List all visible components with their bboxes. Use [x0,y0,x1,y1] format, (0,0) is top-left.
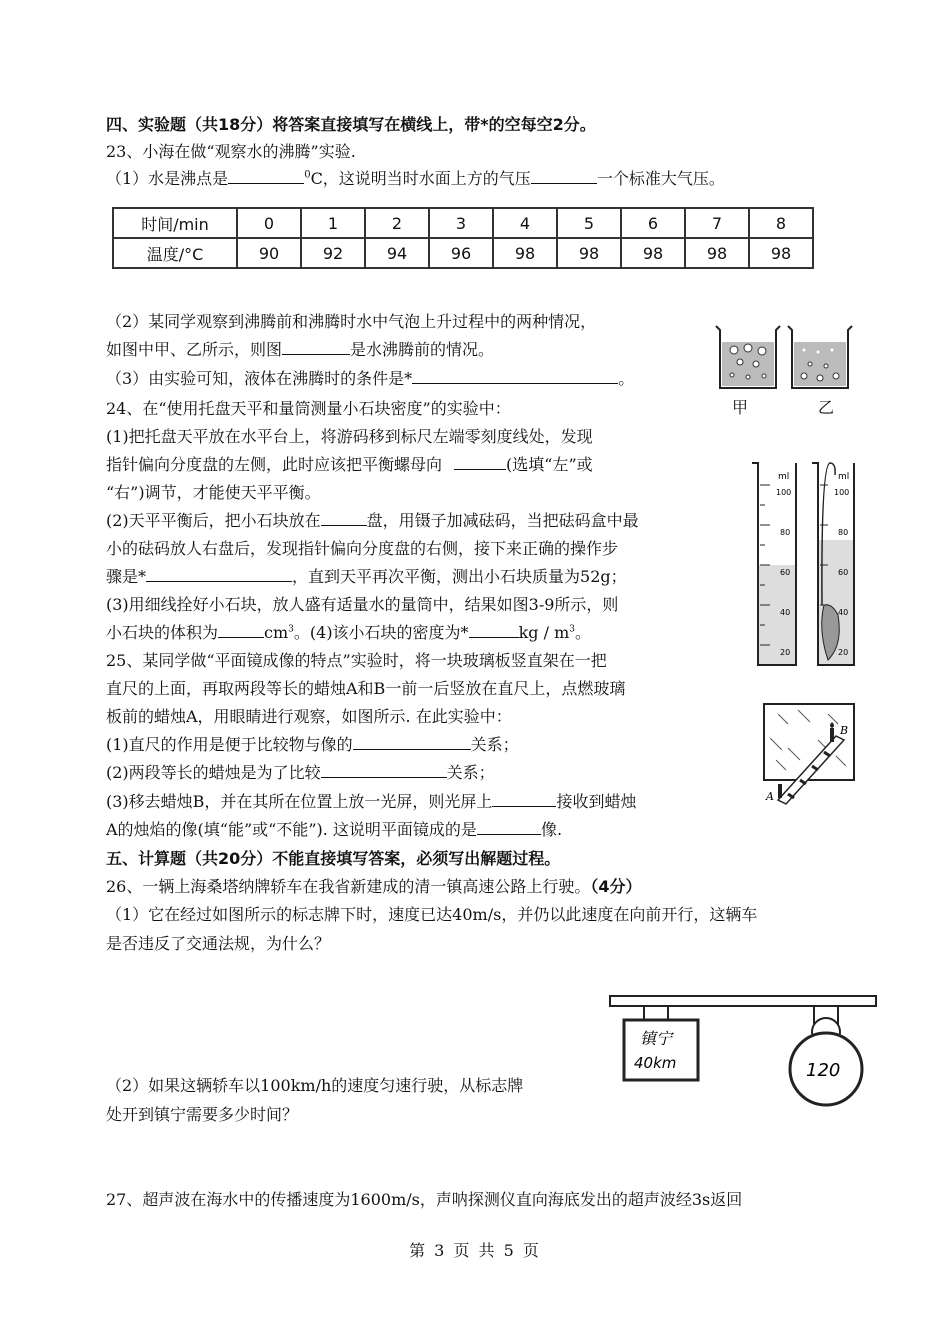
q23-part2-line1: （2）某同学观察到沸腾前和沸腾时水中气泡上升过程中的两种情况， [106,312,597,331]
q23-part1-c: 一个标准大气压。 [596,169,725,188]
q23-blank-condition[interactable] [412,366,618,384]
table-cell: 6 [621,208,685,238]
q23-blank-figure[interactable] [282,337,350,355]
q26-part2-line1: （2）如果这辆轿车以100km/h的速度匀速行驶，从标志牌 [106,1076,524,1095]
cylinder-unit: ml [778,472,790,482]
q24-line2 [106,452,593,475]
q24-line4-a: (2)天平平衡后，把小石块放在 [106,511,321,530]
q26-part1-line2: 是否违反了交通法规，为什么？ [106,934,331,953]
q25-line7-b: 像. [540,820,563,839]
q24-line6-b: ，直到天平再次平衡，测出小石块质量为52g； [292,567,627,586]
table-row-time [113,208,813,238]
q23-part2-b: 是水沸腾前的情况。 [350,340,495,359]
cylinder-tick-label: 20 [780,648,791,657]
q24-line8 [106,620,591,643]
cylinder-tick-label: 60 [780,568,791,577]
q25-line5-a: (2)两段等长的蜡烛是为了比较 [106,763,321,782]
table-cell: 98 [685,238,749,268]
q24-line1: (1)把托盘天平放在水平台上，将游码移到标尺左端零刻度线处，发现 [106,427,593,446]
q24-line4 [106,508,639,531]
q25-blank-relation1[interactable] [353,732,471,750]
q25-blank-image-type[interactable] [477,817,541,835]
table-cell: 98 [557,238,621,268]
road-sign-figure [608,992,880,1122]
cylinder-tick-label: 80 [838,528,849,537]
q24-blank-volume[interactable] [218,620,264,638]
q24-line7: (3)用细线拴好小石块，放人盛有适量水的量筒中，结果如图3-9所示，则 [106,595,619,614]
q25-line6-b: 接收到蜡烛 [556,792,637,811]
q24-line2-a: 指针偏向分度盘的左侧，此时应该把平衡螺母向 [106,455,443,474]
q23-blank-pressure[interactable] [531,166,597,184]
mirror-figure [758,700,858,806]
table-cell: 1 [301,208,365,238]
q24-line5: 小的砝码放人右盘后，发现指针偏向分度盘的右侧，接下来正确的操作步 [106,539,619,558]
q23-part2-a: 如图中甲、乙所示，则图 [106,340,283,359]
cylinder-tick-label: 60 [838,568,849,577]
q24-line6-a: 骤是* [106,567,147,586]
q27-line1: 27、超声波在海水中的传播速度为1600m/s，声呐探测仪直向海底发出的超声波经3s返回 [106,1190,743,1209]
q24-line8-d: kg / m [518,623,570,642]
cylinder-unit: ml [838,472,850,482]
table-row-temp [113,238,813,268]
q23-part1 [106,166,725,189]
q25-line7 [106,817,562,840]
q25-line3: 板前的蜡烛A，用眼睛进行观察，如图所示. 在此实验中： [106,707,512,726]
table-cell: 98 [621,238,685,268]
table-cell: 5 [557,208,621,238]
q25-line6 [106,789,636,812]
q23-data-table [112,207,814,269]
q24-blank-pan[interactable] [321,508,367,526]
candle-label-b: B [840,724,849,737]
table-header-time: 时间/min [113,208,237,238]
q25-line1: 25、某同学做“平面镜成像的特点”实验时，将一块玻璃板竖直架在一把 [106,651,607,670]
q23-part3 [106,366,634,389]
figure-label-jia: 甲 [732,398,749,417]
candle-label-a: A [766,790,774,803]
q23-part3-b: 。 [618,369,635,388]
q25-line4-b: 关系； [470,735,519,754]
q25-blank-relation2[interactable] [321,760,447,778]
q25-line5 [106,760,495,783]
table-cell: 98 [493,238,557,268]
q23-part2-line2 [106,337,494,360]
q25-line4 [106,732,519,755]
table-cell: 98 [749,238,813,268]
table-cell: 96 [429,238,493,268]
q26-part1-line1: （1）它在经过如图所示的标志牌下时，速度已达40m/s，并仍以此速度在向前开行，这辆车 [106,905,758,924]
q23-part1-b: C，这说明当时水面上方的气压 [310,169,531,188]
sign-distance: 40km [634,1054,677,1072]
cylinders-figure [748,455,858,670]
q23-degree-sup: 0 [304,169,311,181]
sign-speed-limit: 120 [806,1060,841,1081]
q25-line5-b: 关系； [446,763,495,782]
sign-place-name: 镇宁 [640,1029,673,1048]
section4-title: 四、实验题（共18分）将答案直接填写在横线上，带*的空每空2分。 [106,115,596,134]
cylinder-tick-label: 100 [834,488,850,497]
table-header-temp: 温度/°C [113,238,237,268]
q24-line8-a: 小石块的体积为 [106,623,219,642]
q23-part3-a: （3）由实验可知，液体在沸腾时的条件是* [106,369,413,388]
q24-line4-b: 盘，用镊子加减砝码，当把砝码盒中最 [366,511,639,530]
q24-intro: 24、在“使用托盘天平和量筒测量小石块密度”的实验中： [106,399,511,418]
q23-intro: 23、小海在做“观察水的沸腾”实验. [106,142,356,161]
q24-blank-direction[interactable] [454,452,506,470]
q23-blank-boiling-point[interactable] [228,166,304,184]
q25-line4-a: (1)直尺的作用是便于比较物与像的 [106,735,353,754]
table-cell: 4 [493,208,557,238]
q24-line2-b: (选填“左”或 [506,455,593,474]
q24-blank-density[interactable] [469,620,519,638]
cylinder-left [752,463,796,665]
cylinder-tick-label: 80 [780,528,791,537]
q26-intro [106,874,642,897]
q24-sup-m3: 3 [569,624,575,635]
table-cell: 2 [365,208,429,238]
table-cell: 90 [237,238,301,268]
q23-part1-a: （1）水是沸点是 [106,169,229,188]
cylinder-tick-label: 40 [780,608,791,617]
table-cell: 0 [237,208,301,238]
q24-line6 [106,564,627,587]
q25-blank-can[interactable] [492,789,556,807]
q25-line7-a: A的烛焰的像(填“能”或“不能”). 这说明平面镜成的是 [106,820,477,839]
q24-line8-e: 。 [574,623,591,642]
table-cell: 3 [429,208,493,238]
q26-part2-line2: 处开到镇宁需要多少时间？ [106,1105,299,1124]
page-footer: 第 3 页 共 5 页 [409,1241,541,1260]
q24-blank-operation[interactable] [146,564,292,582]
table-cell: 94 [365,238,429,268]
cylinder-tick-label: 100 [776,488,792,497]
table-cell: 8 [749,208,813,238]
q24-sup-cm3: 3 [288,624,294,635]
beaker-yi [788,326,852,388]
figure-label-yi: 乙 [818,398,835,417]
q24-line8-c: 。(4)该小石块的密度为* [293,623,469,642]
q24-line8-b: cm [264,623,289,642]
beaker-jia [716,326,780,388]
q26-points: （4分） [590,877,642,896]
cylinder-tick-label: 40 [838,608,849,617]
q26-intro-a: 26、一辆上海桑塔纳牌轿车在我省新建成的清一镇高速公路上行驶。 [106,877,591,896]
q24-line3: “右”)调节，才能使天平平衡。 [106,483,321,502]
cylinder-right [812,463,854,665]
q25-line6-a: (3)移去蜡烛B，并在其所在位置上放一光屏，则光屏上 [106,792,493,811]
table-cell: 7 [685,208,749,238]
table-cell: 92 [301,238,365,268]
cylinder-tick-label: 20 [838,648,849,657]
section5-title: 五、计算题（共20分）不能直接填写答案，必须写出解题过程。 [106,849,561,868]
q25-line2: 直尺的上面，再取两段等长的蜡烛A和B一前一后竖放在直尺上，点燃玻璃 [106,679,626,698]
beakers-figure [708,320,858,415]
